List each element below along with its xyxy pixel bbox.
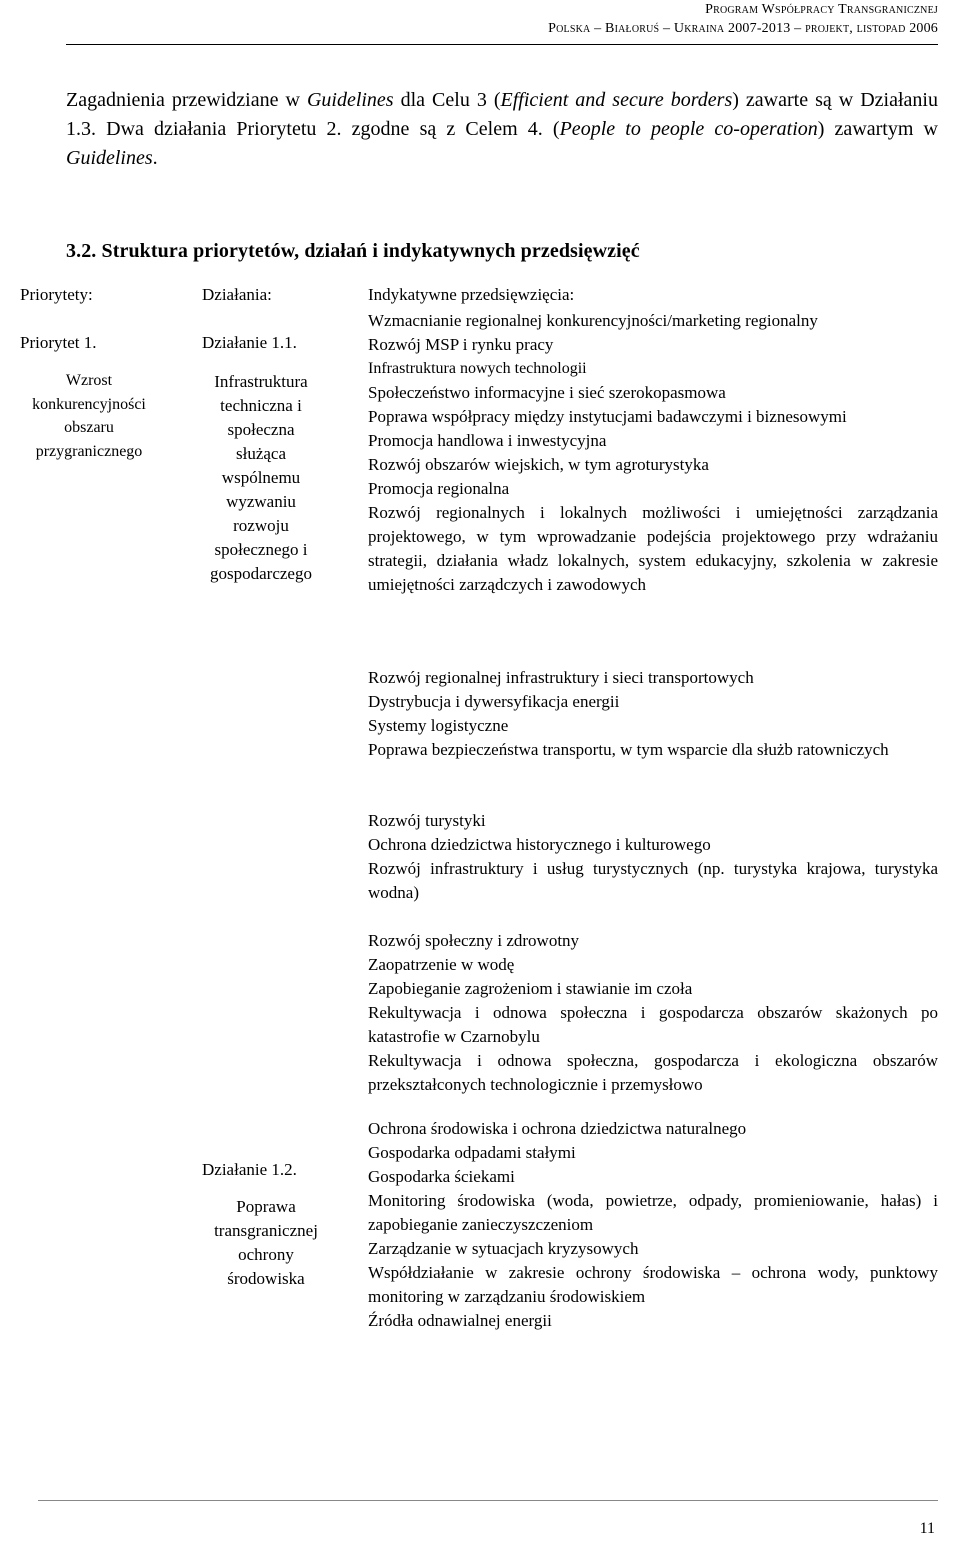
column-header-projects: Indykatywne przedsięwzięcia: [368, 285, 575, 304]
project-item: Wzmacnianie regionalnej konkurencyjności/marketing regionalny [368, 311, 818, 330]
project-item: Rekultywacja i odnowa społeczna, gospodarcza i ekologiczna obszarów przekształconych technologicznie i przemysłowo [368, 1051, 938, 1094]
project-item: Rozwój turystyki [368, 811, 486, 830]
project-item: Rozwój regionalnej infrastruktury i sieci transportowych [368, 668, 754, 687]
project-item: Infrastruktura nowych technologii [368, 360, 587, 377]
action-description-line: Infrastruktura [214, 372, 308, 391]
intro-text: Zagadnienia przewidziane w [66, 89, 307, 111]
column-header-actions: Działania: [202, 285, 272, 304]
project-item: Rozwój MSP i rynku pracy [368, 335, 554, 354]
action-description [196, 1195, 336, 1291]
project-item: Zaopatrzenie w wodę [368, 955, 515, 974]
header-line-1: Program Współpracy Transgranicznej [705, 2, 938, 17]
action-description-line: wspólnemu [221, 468, 301, 487]
action-description-line: transgranicznej [214, 1221, 318, 1240]
action-description-line: społeczna [227, 420, 295, 439]
projects-group [368, 809, 938, 905]
project-item: Promocja handlowa i inwestycyjna [368, 431, 607, 450]
priority-description-line: obszaru [64, 419, 114, 436]
action-description [196, 370, 326, 586]
action-title: Działanie 1.1. [202, 333, 297, 352]
project-item: Społeczeństwo informacyjne i sieć szerokopasmowa [368, 383, 726, 402]
project-item: Rozwój infrastruktury i usług turystycznych (np. turystyka krajowa, turystyka wodna) [368, 859, 938, 902]
projects-group [368, 309, 938, 597]
intro-text-italic: Guidelines [306, 89, 394, 111]
project-item: Poprawa współpracy między instytucjami badawczymi i biznesowymi [368, 407, 847, 426]
projects-group [368, 1117, 938, 1333]
project-item: Zarządzanie w sytuacjach kryzysowych [368, 1239, 639, 1258]
projects-group [368, 929, 938, 1097]
action-description-line: społecznego i [214, 540, 308, 559]
section-title: 3.2. Struktura priorytetów, działań i indykatywnych przedsięwzięć [66, 240, 640, 262]
intro-text-italic: Efficient and secure borders [500, 89, 733, 111]
column-header-priorities: Priorytety: [20, 285, 93, 304]
project-item: Ochrona dziedzictwa historycznego i kulturowego [368, 835, 711, 854]
action-description-line: rozwoju [233, 516, 289, 535]
intro-paragraph [66, 86, 938, 173]
footer-rule [38, 1500, 938, 1501]
header-rule [66, 44, 938, 45]
intro-text-italic: People to people co-operation [559, 118, 818, 140]
project-item: Gospodarka odpadami stałymi [368, 1143, 576, 1162]
project-item: Źródła odnawialnej energii [368, 1311, 552, 1330]
intro-text: . [152, 147, 158, 169]
priority-description [14, 369, 164, 463]
project-item: Rozwój obszarów wiejskich, w tym agroturystyka [368, 455, 709, 474]
action-description-line: wyzwaniu [226, 492, 296, 511]
action-description-line: środowiska [227, 1269, 305, 1288]
intro-text: ) zawartym w [817, 118, 938, 140]
running-header [548, 0, 938, 38]
action-description-line: ochrony [238, 1245, 294, 1264]
intro-text: ) zawarte są w Działaniu 1.3. Dwa działania Priorytetu 2. zgodne są z Celem 4. ( [66, 89, 938, 140]
project-item: Ochrona środowiska i ochrona dziedzictwa naturalnego [368, 1119, 747, 1138]
header-line-2: Polska – Białoruś – Ukraina 2007-2013 – projekt, listopad 2006 [548, 21, 938, 36]
priority-title: Priorytet 1. [20, 333, 97, 352]
project-item: Współdziałanie w zakresie ochrony środowiska – ochrona wody, punktowy monitoring w zarządzaniu środowiskiem [368, 1263, 938, 1306]
project-item: Systemy logistyczne [368, 716, 509, 735]
intro-text: dla Celu 3 ( [393, 89, 501, 111]
project-item: Dystrybucja i dywersyfikacja energii [368, 692, 620, 711]
page-number: 11 [919, 1520, 935, 1537]
project-item: Poprawa bezpieczeństwa transportu, w tym wsparcie dla służb ratowniczych [368, 740, 889, 759]
action-title: Działanie 1.2. [202, 1160, 297, 1179]
action-description-line: gospodarczego [210, 564, 312, 583]
priority-description-line: konkurencyjności [32, 395, 146, 413]
projects-group [368, 666, 938, 762]
project-item: Rozwój regionalnych i lokalnych możliwości i umiejętności zarządzania projektowego, w tym wprowadzanie podejścia projektowego przy wdrażaniu strategii, działania władz lokalnych, system edukacyjny, szkolenia w zakresie umiejętności zarządczych i zawodowych [368, 503, 938, 594]
project-item: Rozwój społeczny i zdrowotny [368, 931, 580, 950]
priority-description-line: Wzrost [65, 372, 113, 389]
intro-text-italic: Guidelines [66, 147, 153, 169]
action-description-line: służąca [235, 444, 287, 463]
project-item: Gospodarka ściekami [368, 1167, 515, 1186]
project-item: Rekultywacja i odnowa społeczna i gospodarcza obszarów skażonych po katastrofie w Czarnobylu [368, 1003, 938, 1046]
project-item: Zapobieganie zagrożeniom i stawianie im czoła [368, 979, 693, 998]
action-description-line: Poprawa [236, 1197, 296, 1216]
project-item: Promocja regionalna [368, 479, 510, 498]
action-description-line: techniczna i [220, 396, 302, 415]
project-item: Monitoring środowiska (woda, powietrze, odpady, promieniowanie, hałas) i zapobieganie zanieczyszczeniom [368, 1191, 938, 1234]
priority-description-line: przygranicznego [35, 442, 143, 460]
